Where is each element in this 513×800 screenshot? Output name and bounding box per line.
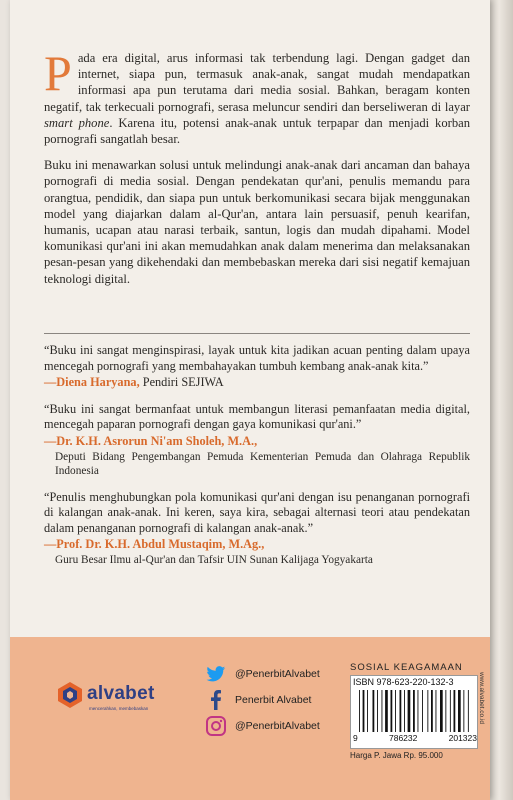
book-info bbox=[350, 662, 490, 800]
publisher-website: www.alvabet.co.id bbox=[478, 672, 485, 725]
barcode-bar bbox=[377, 690, 378, 732]
barcode-bar bbox=[440, 690, 443, 732]
facebook-handle: Penerbit Alvabet bbox=[235, 694, 312, 706]
barcode-bar bbox=[427, 690, 428, 732]
back-cover bbox=[10, 0, 490, 800]
barcode-bar bbox=[468, 690, 469, 732]
barcode-bar bbox=[382, 690, 383, 732]
testimonial-attribution bbox=[44, 434, 470, 479]
testimonial-author: —Diena Haryana, bbox=[44, 375, 140, 390]
barcode-bar bbox=[400, 690, 402, 732]
testimonial-quote: “Buku ini sangat bermanfaat untuk membangun literasi pemanfaatan media digital, mencegah paparan pornografi dengan gaya komunikasi qur'ani.” bbox=[44, 401, 470, 432]
page-edge bbox=[490, 0, 513, 800]
divider bbox=[44, 333, 470, 334]
barcode-bar bbox=[363, 690, 365, 732]
barcode-bar bbox=[404, 690, 405, 732]
testimonial-author: —Dr. K.H. Asrorun Ni'am Sholeh, M.A., bbox=[44, 433, 258, 448]
barcode-bar bbox=[373, 690, 375, 732]
blurb-text: ada era digital, arus informasi tak terbendung lagi. Dengan gadget dan internet, siapa pun, termasuk anak-anak, sangat mudah mendapatkan informasi apa pun terutama dari media sosial. Bahkan, beragam konten negatif, tak terkecuali pornografi, serasa meluncur sendiri dan berseliweran di layar bbox=[44, 51, 470, 114]
barcode-digit-group: 201323 bbox=[448, 733, 477, 743]
social-facebook[interactable] bbox=[206, 688, 320, 712]
testimonial bbox=[44, 402, 470, 479]
social-twitter[interactable] bbox=[206, 662, 320, 686]
instagram-handle: @PenerbitAlvabet bbox=[235, 720, 320, 732]
price-label: Harga P. Jawa Rp. 95.000 bbox=[350, 751, 443, 760]
barcode-bar bbox=[458, 690, 461, 732]
barcode-bar bbox=[450, 690, 451, 732]
barcode-bar bbox=[463, 690, 464, 732]
facebook-icon bbox=[206, 690, 226, 710]
twitter-handle: @PenerbitAlvabet bbox=[235, 668, 320, 680]
testimonial-role: Guru Besar Ilmu al-Qur'an dan Tafsir UIN Sunan Kalijaga Yogyakarta bbox=[55, 553, 373, 566]
book-category: SOSIAL KEAGAMAAN bbox=[350, 662, 463, 673]
publisher-logo bbox=[56, 681, 196, 715]
social-instagram[interactable] bbox=[206, 714, 320, 738]
testimonial-quote: “Penulis menghubungkan pola komunikasi qur'ani dengan isu penanganan pornografi di kalangan anak-anak. Ini keren, saya kira, sebagai alternasi teori atau pendekatan dalam penanganan pornografi di kalangan anak-anak.” bbox=[44, 489, 470, 535]
publisher-name: alvabet bbox=[87, 683, 155, 704]
barcode-bar bbox=[436, 690, 437, 732]
testimonial bbox=[44, 343, 470, 391]
drop-cap: P bbox=[44, 45, 72, 101]
barcode-bar bbox=[367, 690, 368, 732]
testimonial-role: Pendiri SEJIWA bbox=[139, 375, 224, 390]
publisher-tagline: mencerahkan, membebaskan bbox=[89, 706, 149, 711]
testimonial-quote: “Buku ini sangat menginspirasi, layak untuk kita jadikan acuan penting dalam upaya mencegah pornografi yang membahayakan tumbuh kembang anak-anak kita.” bbox=[44, 343, 470, 373]
barcode-bar bbox=[445, 690, 446, 732]
testimonial bbox=[44, 490, 470, 568]
testimonial-attribution bbox=[44, 375, 470, 391]
blurb-paragraph-1 bbox=[44, 45, 470, 147]
testimonial-attribution bbox=[44, 537, 470, 567]
blurb-emphasis: smart phone bbox=[44, 115, 110, 130]
barcode-digits bbox=[353, 733, 477, 743]
alvabet-logo-icon bbox=[56, 681, 84, 709]
blurb bbox=[44, 45, 470, 297]
testimonials bbox=[44, 343, 470, 578]
barcode-bar bbox=[418, 690, 419, 732]
barcode-bar bbox=[395, 690, 396, 732]
barcode-bar bbox=[431, 690, 433, 732]
blurb-text-end: . Karena itu, potensi anak-anak untuk terpapar dan menjadi korban pornografi sangatlah besar. bbox=[44, 115, 470, 147]
instagram-icon bbox=[206, 716, 226, 736]
barcode bbox=[357, 690, 471, 732]
barcode-bar bbox=[413, 690, 415, 732]
barcode-bar bbox=[359, 690, 360, 732]
isbn-number: ISBN 978-623-220-132-3 bbox=[353, 677, 454, 687]
blurb-paragraph-2: Buku ini menawarkan solusi untuk melindungi anak-anak dari ancaman dan bahaya pornografi di media sosial. Dengan pendekatan qur'ani, penulis memandu para orangtua, pendidik, dan siapa pun untuk berkomunikasi secara bijak menggunakan model yang diajarkan dalam al-Qur'an, antara lain persuasif, penuh kearifan, humanis, ucapan atau narasi terbaik, santun, logis dan mudah dipahami. Model komunikasi qur'ani ini akan memudahkan anak dalam menerima dan melaksanakan pesan-pesan yang dikehendaki dan membebaskan mereka dari sisi negatif kemajuan teknologi digital. bbox=[44, 158, 470, 286]
barcode-bar bbox=[454, 690, 456, 732]
isbn-box bbox=[350, 675, 478, 749]
barcode-digit-prefix: 9 bbox=[353, 733, 358, 743]
barcode-bar bbox=[391, 690, 393, 732]
barcode-bar bbox=[385, 690, 388, 732]
social-links bbox=[206, 662, 320, 740]
barcode-bar bbox=[422, 690, 423, 732]
twitter-icon bbox=[206, 664, 226, 684]
barcode-bar bbox=[408, 690, 411, 732]
testimonial-role: Deputi Bidang Pengembangan Pemuda Kementerian Pemuda dan Olahraga Republik Indonesia bbox=[55, 450, 470, 478]
testimonial-author: —Prof. Dr. K.H. Abdul Mustaqim, M.Ag., bbox=[44, 537, 265, 552]
barcode-digit-group: 786232 bbox=[388, 733, 418, 743]
